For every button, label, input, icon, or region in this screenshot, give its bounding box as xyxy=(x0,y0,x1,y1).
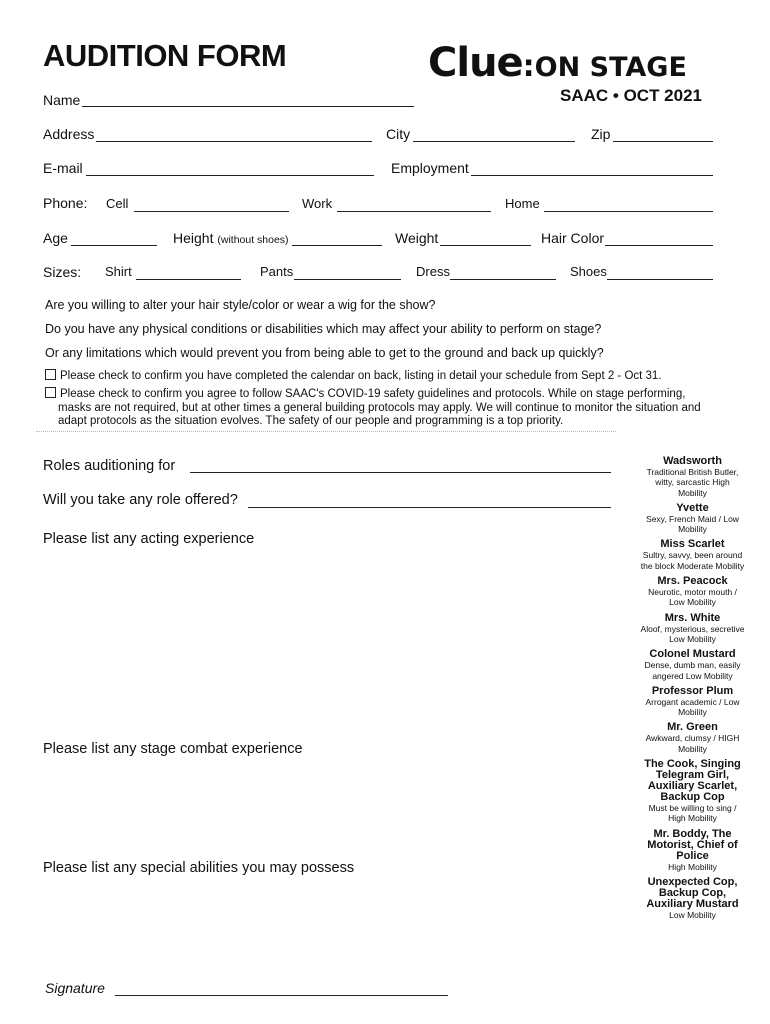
shoes-label: Shoes xyxy=(570,264,607,279)
logo-separator: : xyxy=(522,49,535,84)
check-covid xyxy=(45,387,717,429)
zip-field[interactable] xyxy=(613,141,713,142)
name-label: Name xyxy=(43,92,81,108)
role-item xyxy=(640,503,745,535)
role-name: Colonel Mustard xyxy=(649,648,736,661)
section-divider xyxy=(36,431,616,432)
dress-field[interactable] xyxy=(450,279,556,280)
calendar-checkbox[interactable] xyxy=(45,369,56,380)
form-title: AUDITION FORM xyxy=(43,38,287,73)
role-name: Miss Scarlet xyxy=(660,538,725,551)
role-name: The Cook, Singing Telegram Girl, Auxiliary Scarlet, Backup Cop xyxy=(644,758,741,804)
role-item xyxy=(640,829,745,872)
special-abilities-area[interactable] xyxy=(43,881,603,971)
shoes-field[interactable] xyxy=(607,279,713,280)
role-item xyxy=(640,613,745,645)
combat-prompt: Please list any stage combat experience xyxy=(43,741,303,757)
role-desc: Sexy, French Maid / Low Mobility xyxy=(646,513,739,535)
age-label: Age xyxy=(43,230,68,246)
city-label: City xyxy=(386,126,411,142)
role-desc: Arrogant academic / Low Mobility xyxy=(645,696,740,718)
role-desc: Awkward, clumsy / HIGH Mobility xyxy=(645,733,740,754)
shirt-label: Shirt xyxy=(105,264,132,279)
employment-label: Employment xyxy=(391,160,469,176)
email-field[interactable] xyxy=(86,175,374,176)
combat-experience-area[interactable] xyxy=(43,762,603,852)
weight-label: Weight xyxy=(395,230,439,246)
home-label: Home xyxy=(505,196,540,211)
zip-label: Zip xyxy=(591,126,611,142)
roles-list xyxy=(640,456,745,925)
role-name: Mr. Green xyxy=(667,721,718,734)
role-desc: Traditional British Butler, witty, sarcastic High Mobility xyxy=(646,467,739,498)
sizes-label: Sizes: xyxy=(43,264,82,280)
role-desc: Low Mobility xyxy=(669,909,716,920)
abilities-prompt: Please list any special abilities you may possess xyxy=(43,860,355,876)
role-desc: Dense, dumb man, easily angered Low Mobility xyxy=(644,660,741,681)
role-item xyxy=(640,686,745,718)
height-field[interactable] xyxy=(292,245,382,246)
event-subtitle: SAAC • OCT 2021 xyxy=(560,86,702,105)
role-name: Mrs. White xyxy=(664,611,721,624)
question-hair: Are you willing to alter your hair style/color or wear a wig for the show? xyxy=(45,298,436,312)
role-item xyxy=(640,722,745,754)
show-logo xyxy=(428,40,687,86)
roles-field[interactable] xyxy=(190,472,611,473)
employment-field[interactable] xyxy=(471,175,713,176)
hair-color-label: Hair Color xyxy=(541,230,605,246)
height-text: Height xyxy=(173,230,214,246)
role-name: Wadsworth xyxy=(663,455,722,467)
role-desc: Aloof, mysterious, secretive Low Mobility xyxy=(640,623,745,644)
role-name: Mr. Boddy, The Motorist, Chief of Police xyxy=(647,827,738,862)
role-item xyxy=(640,576,745,608)
any-role-field[interactable] xyxy=(248,507,611,508)
role-item xyxy=(640,877,745,920)
role-desc: High Mobility xyxy=(668,861,717,872)
covid-checkbox[interactable] xyxy=(45,387,56,398)
phone-label: Phone: xyxy=(43,195,88,211)
pants-label: Pants xyxy=(260,264,294,279)
roles-prompt: Roles auditioning for xyxy=(43,458,176,474)
role-item xyxy=(640,759,745,824)
check-covid-text: Please check to confirm you agree to follow SAAC's COVID-19 safety guidelines and protocols. While on stage performing, masks are not required, but at other times a general building protocols may apply. We will continue to monitor the situation and adapt protocols as the situation evolves. The safety of our people and programming is a top priority. xyxy=(58,388,701,427)
role-desc: Neurotic, motor mouth / Low Mobility xyxy=(648,587,737,608)
question-conditions: Do you have any physical conditions or disabilities which may affect your ability to perform on stage? xyxy=(45,322,602,336)
signature-label: Signature xyxy=(45,980,105,996)
cell-field[interactable] xyxy=(134,211,289,212)
role-desc: Sultry, savvy, been around the block Moderate Mobility xyxy=(640,550,745,571)
role-item xyxy=(640,456,745,498)
acting-experience-area[interactable] xyxy=(43,552,603,732)
address-field[interactable] xyxy=(96,141,372,142)
acting-prompt: Please list any acting experience xyxy=(43,531,255,547)
address-label: Address xyxy=(43,126,95,142)
home-field[interactable] xyxy=(544,211,713,212)
logo-main: Clue xyxy=(428,40,523,86)
work-label: Work xyxy=(302,196,333,211)
any-role-prompt: Will you take any role offered? xyxy=(43,492,238,508)
pants-field[interactable] xyxy=(294,279,401,280)
question-limitations: Or any limitations which would prevent you from being able to get to the ground and back up quickly? xyxy=(45,346,604,360)
age-field[interactable] xyxy=(71,245,157,246)
city-field[interactable] xyxy=(413,141,575,142)
logo-sub: ON STAGE xyxy=(534,52,687,83)
role-item xyxy=(640,649,745,681)
role-name: Yvette xyxy=(676,501,709,514)
role-desc: Must be willing to sing / High Mobility xyxy=(648,803,737,824)
role-item xyxy=(640,539,745,571)
work-field[interactable] xyxy=(337,211,491,212)
height-label xyxy=(173,230,289,246)
dress-label: Dress xyxy=(416,264,450,279)
role-name: Mrs. Peacock xyxy=(657,575,728,588)
height-note: (without shoes) xyxy=(217,234,289,246)
shirt-field[interactable] xyxy=(136,279,241,280)
check-calendar-text: Please check to confirm you have completed the calendar on back, listing in detail your schedule from Sept 2 - Oct 31. xyxy=(60,370,662,382)
role-name: Unexpected Cop, Backup Cop, Auxiliary Mustard xyxy=(646,875,739,910)
weight-field[interactable] xyxy=(440,245,531,246)
cell-label: Cell xyxy=(106,196,129,211)
name-field[interactable] xyxy=(82,106,414,107)
role-name: Professor Plum xyxy=(651,684,734,697)
hair-color-field[interactable] xyxy=(605,245,713,246)
signature-field[interactable] xyxy=(115,995,448,996)
email-label: E-mail xyxy=(43,160,83,176)
check-calendar xyxy=(45,369,725,384)
